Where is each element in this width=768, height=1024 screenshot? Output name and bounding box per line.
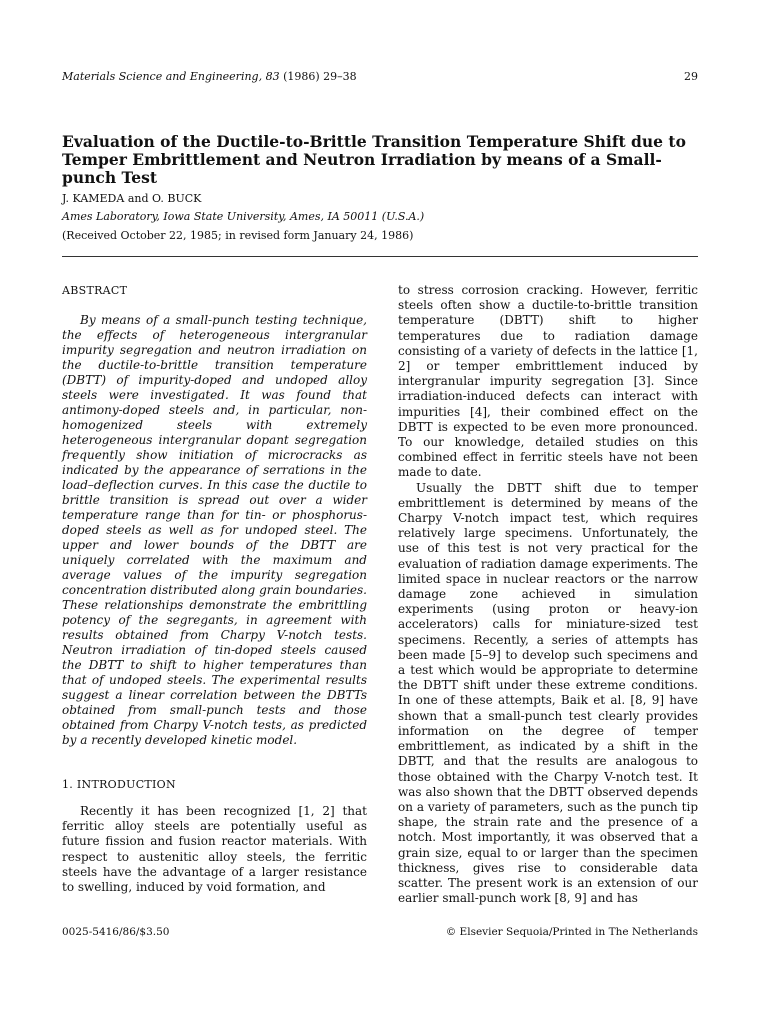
paper-title: Evaluation of the Ductile-to-Brittle Transition Temperature Shift due to Temper Embrittlement and Neutron Irradiation by means of a Small-punch Test	[62, 132, 686, 187]
journal-volume: 83	[265, 70, 280, 83]
authors: J. KAMEDA and O. BUCK	[62, 192, 202, 205]
running-head	[62, 70, 698, 86]
introduction-heading: 1. INTRODUCTION	[62, 778, 176, 791]
journal-citation	[62, 70, 357, 83]
article-code: 0025-5416/86/$3.50	[62, 926, 170, 938]
received-dates: (Received October 22, 1985; in revised form January 24, 1986)	[62, 229, 414, 242]
abstract-heading: ABSTRACT	[62, 284, 128, 297]
journal-pages: (1986) 29–38	[283, 70, 357, 83]
left-column	[62, 283, 367, 895]
publisher-note: © Elsevier Sequoia/Printed in The Netherlands	[445, 926, 698, 938]
header-rule	[62, 256, 698, 257]
journal-name: Materials Science and Engineering,	[62, 70, 263, 83]
body-paragraph-1: to stress corrosion cracking. However, ferritic steels often show a ductile-to-brittle transition temperature (DBTT) shift to higher temperatures due to radiation damage consisting of a variety of defects in the lattice [1, 2] or temper embrittlement induced by intergranular impurity segregation [3]. Since irradiation-induced defects can interact with impurities [4], their combined effect on the DBTT is expected to be even more pronounced. To our knowledge, detailed studies on this combined effect in ferritic steels have not been made to date.	[398, 283, 698, 480]
page-number: 29	[684, 70, 698, 83]
right-column	[398, 283, 698, 906]
abstract-text: By means of a small-punch testing technique, the effects of heterogeneous intergranular impurity segregation and neutron irradiation on the ductile-to-brittle transition temperature (DBTT) of impurity-doped and undoped alloy steels were investigated. It was found that antimony-doped steels and, in particular, non-homogenized steels with extremely heterogeneous intergranular dopant segregation frequently show initiation of microcracks as indicated by the appearance of serrations in the load–deflection curves. In this case the ductile to brittle transition is spread out over a wider temperature range than for tin- or phosphorus-doped steels as well as for undoped steel. The upper and lower bounds of the DBTT are uniquely correlated with the maximum and average values of the impurity segregation concentration distributed along grain boundaries. These relationships demonstrate the embrittling potency of the segregants, in agreement with results obtained from Charpy V-notch tests. Neutron irradiation of tin-doped steels caused the DBTT to shift to higher temperatures than that of undoped steels. The experimental results suggest a linear correlation between the DBTTs obtained from small-punch tests and those obtained from Charpy V-notch tests, as predicted by a recently developed kinetic model.	[62, 313, 367, 747]
affiliation: Ames Laboratory, Iowa State University, Ames, IA 50011 (U.S.A.)	[62, 210, 425, 223]
page-footer	[62, 926, 698, 940]
body-paragraph-2: Usually the DBTT shift due to temper embrittlement is determined by means of the Charpy V-notch impact test, which requires relatively large specimens. Unfortunately, the use of this test is not very practical for the evaluation of radiation damage experiments. The limited space in nuclear reactors or the narrow damage zone achieved in simulation experiments (using proton or heavy-ion accelerators) calls for miniature-sized test specimens. Recently, a series of attempts has been made [5–9] to develop such specimens and a test which would be appropriate to determine the DBTT shift under these extreme conditions. In one of these attempts, Baik et al. [8, 9] have shown that a small-punch test clearly provides information on the degree of temper embrittlement, as indicated by a shift in the DBTT, and that the results are analogous to those obtained with the Charpy V-notch test. It was also shown that the DBTT observed depends on a variety of parameters, such as the punch tip shape, the strain rate and the presence of a notch. Most importantly, it was observed that a grain size, equal to or larger than the specimen thickness, gives rise to considerable data scatter. The present work is an extension of our earlier small-punch work [8, 9] and has	[398, 480, 698, 906]
introduction-paragraph: Recently it has been recognized [1, 2] that ferritic alloy steels are potentially useful as future fission and fusion reactor materials. With respect to austenitic alloy steels, the ferritic steels have the advantage of a larger resistance to swelling, induced by void formation, and	[62, 804, 367, 895]
